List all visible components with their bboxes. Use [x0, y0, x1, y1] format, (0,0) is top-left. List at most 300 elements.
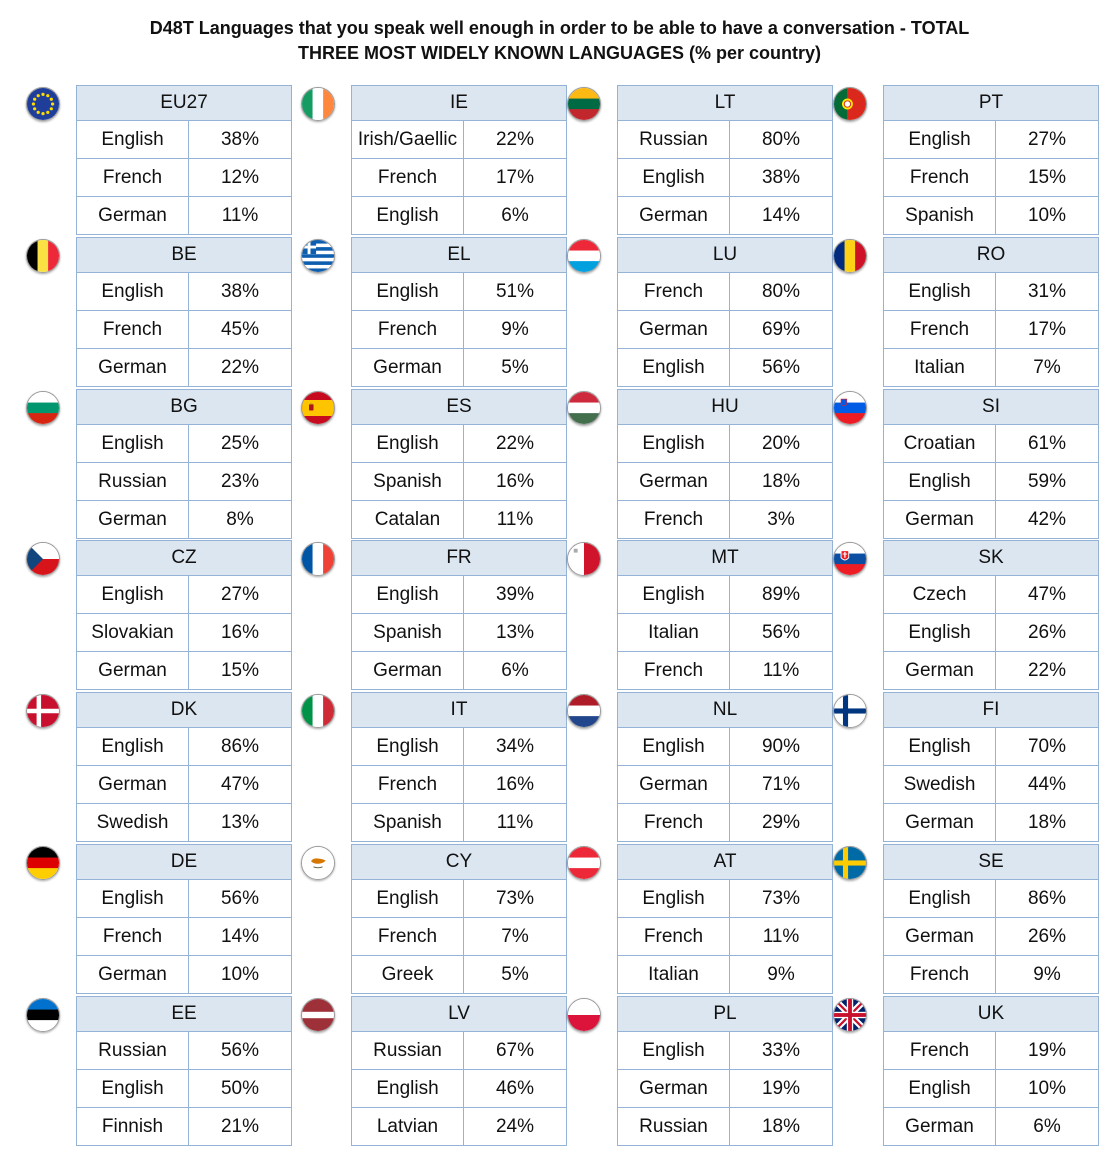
language-name: French — [617, 918, 730, 956]
country-table — [883, 237, 1099, 387]
language-row — [76, 311, 292, 349]
country-block-eu27 — [26, 85, 308, 237]
language-row — [883, 501, 1099, 539]
language-percentage: 11% — [189, 197, 292, 235]
language-name: German — [76, 652, 189, 690]
chart-title-line2: THREE MOST WIDELY KNOWN LANGUAGES (% per country) — [297, 43, 822, 63]
country-block-sk — [833, 540, 1115, 692]
country-block-fr — [301, 540, 583, 692]
language-percentage: 18% — [996, 804, 1099, 842]
language-name: French — [617, 273, 730, 311]
language-percentage: 10% — [996, 1070, 1099, 1108]
estonia-flag-icon — [26, 998, 60, 1032]
language-name: English — [351, 273, 464, 311]
language-percentage: 14% — [730, 197, 833, 235]
ireland-flag-icon — [301, 87, 335, 121]
language-row — [351, 273, 567, 311]
language-percentage: 80% — [730, 121, 833, 159]
language-name: Spanish — [351, 804, 464, 842]
language-row — [351, 121, 567, 159]
country-code-header: RO — [883, 237, 1099, 273]
language-percentage: 5% — [464, 349, 567, 387]
language-percentage: 24% — [464, 1108, 567, 1146]
language-percentage: 19% — [996, 1032, 1099, 1070]
language-percentage: 73% — [464, 880, 567, 918]
country-block-si — [833, 389, 1115, 541]
language-name: English — [883, 121, 996, 159]
language-percentage: 42% — [996, 501, 1099, 539]
country-block-ie — [301, 85, 583, 237]
language-percentage: 13% — [464, 614, 567, 652]
country-table — [76, 389, 292, 539]
language-name: English — [351, 880, 464, 918]
language-percentage: 10% — [996, 197, 1099, 235]
hungary-flag-icon — [567, 391, 601, 425]
lithuania-flag-icon — [567, 87, 601, 121]
language-name: Irish/Gaellic — [351, 121, 464, 159]
language-row — [617, 956, 833, 994]
country-table — [351, 844, 567, 994]
language-name: English — [617, 728, 730, 766]
country-table — [351, 996, 567, 1146]
language-percentage: 45% — [189, 311, 292, 349]
language-percentage: 38% — [189, 273, 292, 311]
austria-flag-icon — [567, 846, 601, 880]
language-percentage: 38% — [730, 159, 833, 197]
language-name: French — [617, 501, 730, 539]
germany-flag-icon — [26, 846, 60, 880]
language-row — [351, 804, 567, 842]
language-row — [76, 880, 292, 918]
language-name: German — [76, 501, 189, 539]
language-row — [351, 1032, 567, 1070]
malta-flag-icon — [567, 542, 601, 576]
language-name: Slovakian — [76, 614, 189, 652]
language-percentage: 25% — [189, 425, 292, 463]
country-table — [351, 237, 567, 387]
country-block-es — [301, 389, 583, 541]
country-table — [617, 996, 833, 1146]
country-table — [883, 389, 1099, 539]
language-percentage: 9% — [730, 956, 833, 994]
language-percentage: 19% — [730, 1070, 833, 1108]
country-code-header: EE — [76, 996, 292, 1032]
slovenia-flag-icon — [833, 391, 867, 425]
netherlands-flag-icon — [567, 694, 601, 728]
country-table — [76, 85, 292, 235]
language-percentage: 10% — [189, 956, 292, 994]
language-row — [883, 311, 1099, 349]
language-row — [76, 1032, 292, 1070]
language-percentage: 14% — [189, 918, 292, 956]
language-percentage: 26% — [996, 918, 1099, 956]
country-table — [883, 844, 1099, 994]
language-row — [617, 728, 833, 766]
language-percentage: 50% — [189, 1070, 292, 1108]
language-row — [76, 501, 292, 539]
language-row — [883, 728, 1099, 766]
language-row — [617, 880, 833, 918]
language-name: German — [351, 349, 464, 387]
poland-flag-icon — [567, 998, 601, 1032]
country-block-lv — [301, 996, 583, 1148]
language-row — [883, 956, 1099, 994]
country-table — [617, 844, 833, 994]
language-percentage: 26% — [996, 614, 1099, 652]
sweden-flag-icon — [833, 846, 867, 880]
language-percentage: 33% — [730, 1032, 833, 1070]
language-row — [351, 501, 567, 539]
country-table — [76, 996, 292, 1146]
language-percentage: 13% — [189, 804, 292, 842]
language-name: English — [76, 1070, 189, 1108]
country-block-mt — [567, 540, 849, 692]
language-percentage: 5% — [464, 956, 567, 994]
language-percentage: 20% — [730, 425, 833, 463]
language-percentage: 22% — [189, 349, 292, 387]
spain-flag-icon — [301, 391, 335, 425]
bulgaria-flag-icon — [26, 391, 60, 425]
language-name: Latvian — [351, 1108, 464, 1146]
language-percentage: 34% — [464, 728, 567, 766]
slovakia-flag-icon — [833, 542, 867, 576]
cyprus-flag-icon — [301, 846, 335, 880]
language-percentage: 12% — [189, 159, 292, 197]
language-row — [883, 880, 1099, 918]
language-row — [76, 614, 292, 652]
language-percentage: 9% — [464, 311, 567, 349]
language-name: Spanish — [351, 463, 464, 501]
denmark-flag-icon — [26, 694, 60, 728]
language-name: French — [76, 918, 189, 956]
country-block-fi — [833, 692, 1115, 844]
country-block-pt — [833, 85, 1115, 237]
language-percentage: 38% — [189, 121, 292, 159]
language-row — [617, 159, 833, 197]
country-code-header: MT — [617, 540, 833, 576]
language-row — [351, 652, 567, 690]
language-row — [76, 652, 292, 690]
language-name: English — [883, 614, 996, 652]
country-table — [76, 540, 292, 690]
language-percentage: 7% — [464, 918, 567, 956]
language-percentage: 67% — [464, 1032, 567, 1070]
language-name: Italian — [883, 349, 996, 387]
language-row — [883, 121, 1099, 159]
language-row — [76, 197, 292, 235]
language-percentage: 80% — [730, 273, 833, 311]
language-name: English — [351, 728, 464, 766]
france-flag-icon — [301, 542, 335, 576]
eu-flag-icon — [26, 87, 60, 121]
language-name: English — [617, 576, 730, 614]
language-percentage: 22% — [996, 652, 1099, 690]
country-block-pl — [567, 996, 849, 1148]
country-table — [351, 389, 567, 539]
country-code-header: PT — [883, 85, 1099, 121]
language-name: French — [351, 311, 464, 349]
language-percentage: 11% — [730, 652, 833, 690]
language-row — [617, 1070, 833, 1108]
language-name: Croatian — [883, 425, 996, 463]
language-percentage: 27% — [996, 121, 1099, 159]
language-row — [351, 425, 567, 463]
language-row — [76, 576, 292, 614]
language-row — [76, 425, 292, 463]
language-percentage: 17% — [996, 311, 1099, 349]
language-percentage: 71% — [730, 766, 833, 804]
language-name: English — [617, 159, 730, 197]
language-row — [617, 614, 833, 652]
language-percentage: 56% — [189, 880, 292, 918]
language-name: German — [883, 652, 996, 690]
language-percentage: 47% — [189, 766, 292, 804]
language-row — [617, 349, 833, 387]
language-row — [76, 918, 292, 956]
language-name: French — [76, 159, 189, 197]
country-code-header: BG — [76, 389, 292, 425]
country-table — [617, 237, 833, 387]
language-name: English — [617, 349, 730, 387]
country-table — [76, 237, 292, 387]
language-name: Spanish — [883, 197, 996, 235]
country-code-header: SI — [883, 389, 1099, 425]
language-row — [617, 463, 833, 501]
language-row — [76, 463, 292, 501]
language-percentage: 31% — [996, 273, 1099, 311]
country-table — [883, 85, 1099, 235]
language-name: French — [883, 956, 996, 994]
country-table — [351, 692, 567, 842]
country-table — [351, 85, 567, 235]
country-code-header: NL — [617, 692, 833, 728]
language-name: German — [883, 501, 996, 539]
czechia-flag-icon — [26, 542, 60, 576]
country-block-it — [301, 692, 583, 844]
language-percentage: 59% — [996, 463, 1099, 501]
country-table — [883, 996, 1099, 1146]
language-row — [883, 349, 1099, 387]
country-block-uk — [833, 996, 1115, 1148]
chart-title-line1: D48T Languages that you speak well enough in order to be able to have a conversation - TOTAL — [149, 18, 970, 38]
language-name: English — [351, 1070, 464, 1108]
language-percentage: 47% — [996, 576, 1099, 614]
language-percentage: 89% — [730, 576, 833, 614]
language-name: Russian — [76, 1032, 189, 1070]
language-name: Russian — [76, 463, 189, 501]
language-name: French — [617, 652, 730, 690]
country-block-be — [26, 237, 308, 389]
language-name: German — [351, 652, 464, 690]
language-row — [617, 273, 833, 311]
language-row — [883, 614, 1099, 652]
language-row — [76, 1070, 292, 1108]
language-name: German — [883, 804, 996, 842]
language-percentage: 22% — [464, 121, 567, 159]
language-name: English — [76, 425, 189, 463]
country-block-bg — [26, 389, 308, 541]
language-row — [351, 956, 567, 994]
language-name: English — [351, 425, 464, 463]
belgium-flag-icon — [26, 239, 60, 273]
language-row — [76, 728, 292, 766]
language-row — [351, 1070, 567, 1108]
language-name: German — [617, 311, 730, 349]
language-row — [883, 652, 1099, 690]
latvia-flag-icon — [301, 998, 335, 1032]
language-name: English — [883, 880, 996, 918]
language-row — [76, 349, 292, 387]
country-code-header: LV — [351, 996, 567, 1032]
country-code-header: PL — [617, 996, 833, 1032]
language-row — [351, 880, 567, 918]
language-name: German — [76, 197, 189, 235]
language-name: English — [883, 273, 996, 311]
language-row — [76, 121, 292, 159]
language-name: English — [883, 463, 996, 501]
country-block-ee — [26, 996, 308, 1148]
language-name: Catalan — [351, 501, 464, 539]
country-block-cy — [301, 844, 583, 996]
language-row — [883, 1108, 1099, 1146]
language-row — [617, 1108, 833, 1146]
country-block-el — [301, 237, 583, 389]
language-percentage: 6% — [464, 197, 567, 235]
country-code-header: SE — [883, 844, 1099, 880]
language-name: Swedish — [76, 804, 189, 842]
italy-flag-icon — [301, 694, 335, 728]
language-name: German — [883, 918, 996, 956]
language-row — [883, 804, 1099, 842]
language-percentage: 8% — [189, 501, 292, 539]
country-code-header: EL — [351, 237, 567, 273]
country-code-header: IT — [351, 692, 567, 728]
language-percentage: 16% — [189, 614, 292, 652]
language-percentage: 56% — [730, 614, 833, 652]
language-percentage: 6% — [996, 1108, 1099, 1146]
language-row — [617, 501, 833, 539]
language-name: English — [351, 197, 464, 235]
language-row — [351, 311, 567, 349]
language-percentage: 56% — [189, 1032, 292, 1070]
language-percentage: 11% — [730, 918, 833, 956]
country-block-ro — [833, 237, 1115, 389]
language-percentage: 73% — [730, 880, 833, 918]
language-name: German — [76, 766, 189, 804]
language-percentage: 11% — [464, 501, 567, 539]
language-name: English — [76, 576, 189, 614]
country-code-header: FR — [351, 540, 567, 576]
language-row — [351, 614, 567, 652]
country-code-header: AT — [617, 844, 833, 880]
country-block-dk — [26, 692, 308, 844]
romania-flag-icon — [833, 239, 867, 273]
language-row — [351, 197, 567, 235]
language-percentage: 90% — [730, 728, 833, 766]
language-row — [76, 956, 292, 994]
language-percentage: 18% — [730, 463, 833, 501]
language-percentage: 69% — [730, 311, 833, 349]
language-name: German — [76, 349, 189, 387]
language-percentage: 61% — [996, 425, 1099, 463]
language-percentage: 18% — [730, 1108, 833, 1146]
language-name: English — [351, 576, 464, 614]
language-row — [883, 766, 1099, 804]
luxembourg-flag-icon — [567, 239, 601, 273]
country-table — [617, 389, 833, 539]
country-block-de — [26, 844, 308, 996]
country-block-lu — [567, 237, 849, 389]
language-percentage: 29% — [730, 804, 833, 842]
language-name: Italian — [617, 956, 730, 994]
language-name: Italian — [617, 614, 730, 652]
language-percentage: 21% — [189, 1108, 292, 1146]
language-name: Czech — [883, 576, 996, 614]
language-name: English — [76, 880, 189, 918]
language-row — [76, 1108, 292, 1146]
language-name: German — [617, 1070, 730, 1108]
language-percentage: 15% — [996, 159, 1099, 197]
country-block-at — [567, 844, 849, 996]
country-block-lt — [567, 85, 849, 237]
language-percentage: 7% — [996, 349, 1099, 387]
language-name: English — [617, 425, 730, 463]
language-row — [617, 766, 833, 804]
language-row — [617, 576, 833, 614]
language-name: Russian — [351, 1032, 464, 1070]
uk-flag-icon — [833, 998, 867, 1032]
country-code-header: DE — [76, 844, 292, 880]
language-percentage: 16% — [464, 463, 567, 501]
country-table — [617, 85, 833, 235]
country-code-header: BE — [76, 237, 292, 273]
country-code-header: HU — [617, 389, 833, 425]
language-name: French — [76, 311, 189, 349]
greece-flag-icon — [301, 239, 335, 273]
language-row — [351, 463, 567, 501]
language-name: English — [76, 728, 189, 766]
country-table — [351, 540, 567, 690]
language-name: Russian — [617, 1108, 730, 1146]
language-percentage: 39% — [464, 576, 567, 614]
language-row — [76, 159, 292, 197]
language-row — [351, 766, 567, 804]
language-percentage: 22% — [464, 425, 567, 463]
language-row — [883, 425, 1099, 463]
language-row — [883, 1070, 1099, 1108]
language-name: French — [351, 918, 464, 956]
country-code-header: LT — [617, 85, 833, 121]
language-name: German — [76, 956, 189, 994]
language-row — [76, 766, 292, 804]
language-name: English — [617, 1032, 730, 1070]
language-row — [76, 273, 292, 311]
language-row — [883, 273, 1099, 311]
language-name: English — [76, 273, 189, 311]
language-row — [617, 918, 833, 956]
language-percentage: 23% — [189, 463, 292, 501]
language-percentage: 6% — [464, 652, 567, 690]
language-row — [617, 121, 833, 159]
language-name: French — [617, 804, 730, 842]
language-name: German — [617, 463, 730, 501]
language-name: German — [883, 1108, 996, 1146]
language-row — [351, 576, 567, 614]
language-name: German — [617, 197, 730, 235]
language-percentage: 70% — [996, 728, 1099, 766]
language-name: Swedish — [883, 766, 996, 804]
country-code-header: EU27 — [76, 85, 292, 121]
